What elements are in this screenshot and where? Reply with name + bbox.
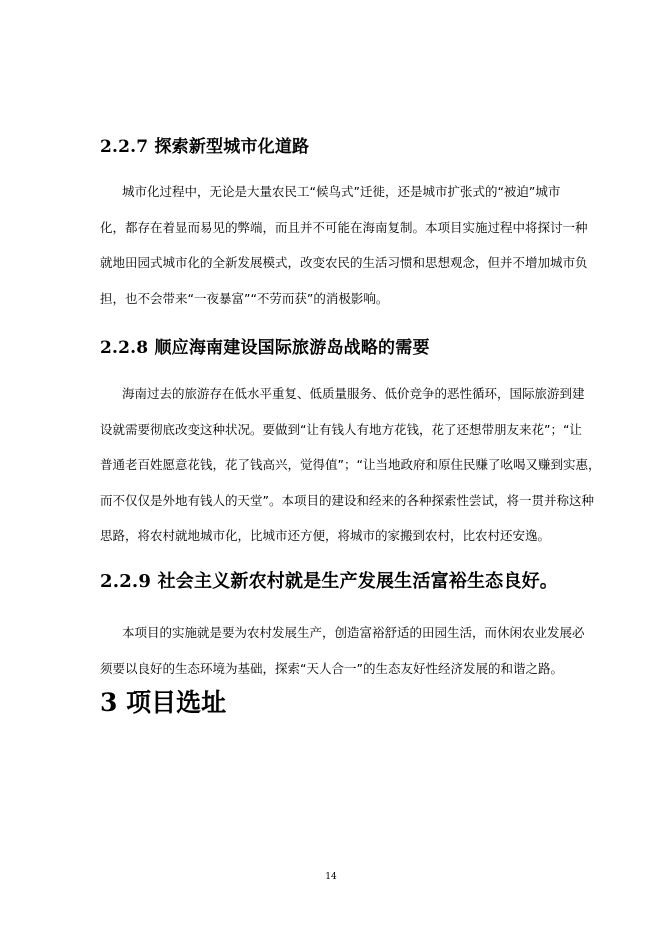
section-body-2-2-8: [100, 385, 601, 563]
paragraph-line: 本项目的实施就是要为农村发展生产，创造富裕舒适的田园生活，而休闲农业发展必: [122, 625, 585, 640]
section-heading-2-2-8: 2.2.8 顺应海南建设国际旅游岛战略的需要: [100, 338, 430, 358]
paragraph-line: 化，都存在着显而易见的弊端，而且并不可能在海南复制。本项目实施过程中将探讨一种: [100, 219, 588, 235]
paragraph-line: 须要以良好的生态环境为基础，探索“天人合一”的生态友好性经济发展的和谐之路。: [100, 660, 563, 676]
section-heading-2-2-9: 2.2.9 社会主义新农村就是生产发展生活富裕生态良好。: [100, 571, 558, 592]
page-number: 14: [325, 872, 337, 882]
section-heading-2-2-7: 2.2.7 探索新型城市化道路: [100, 137, 310, 157]
paragraph-line: 思路，将农村就地城市化，比城市还方便，将城市的家搬到农村，比农村还安逸。: [100, 528, 551, 543]
paragraph-line: 海南过去的旅游存在低水平重复、低质量服务、低价竞争的恶性循环，国际旅游到建: [122, 386, 585, 401]
chapter-heading-3: 3 项目选址: [100, 688, 227, 717]
paragraph-line: 而不仅仅是外地有钱人的天堂”。本项目的建设和经来的各种探索性尝试，将一贯并称这种: [100, 492, 594, 508]
paragraph-line: 城市化过程中，无论是大量农民工“候鸟式”迁徙，还是城市扩张式的“被迫”城市: [122, 184, 561, 199]
paragraph-line: 普通老百姓愿意花钱，花了钱高兴，觉得值”；“让当地政府和原住民赚了吆喝又赚到实惠，: [100, 457, 601, 472]
paragraph-line: 就地田园式城市化的全新发展模式，改变农民的生活习惯和思想观念，但并不增加城市负: [100, 255, 588, 270]
section-body-2-2-7: [100, 183, 588, 325]
section-body-2-2-9: [100, 624, 585, 695]
paragraph-line: 担，也不会带来“一夜暴富”“不劳而获”的消极影响。: [100, 290, 389, 306]
paragraph-line: 设就需要彻底改变这种状况。要做到“让有钱人有地方花钱，花了还想带朋友来花”；“让: [100, 421, 582, 437]
